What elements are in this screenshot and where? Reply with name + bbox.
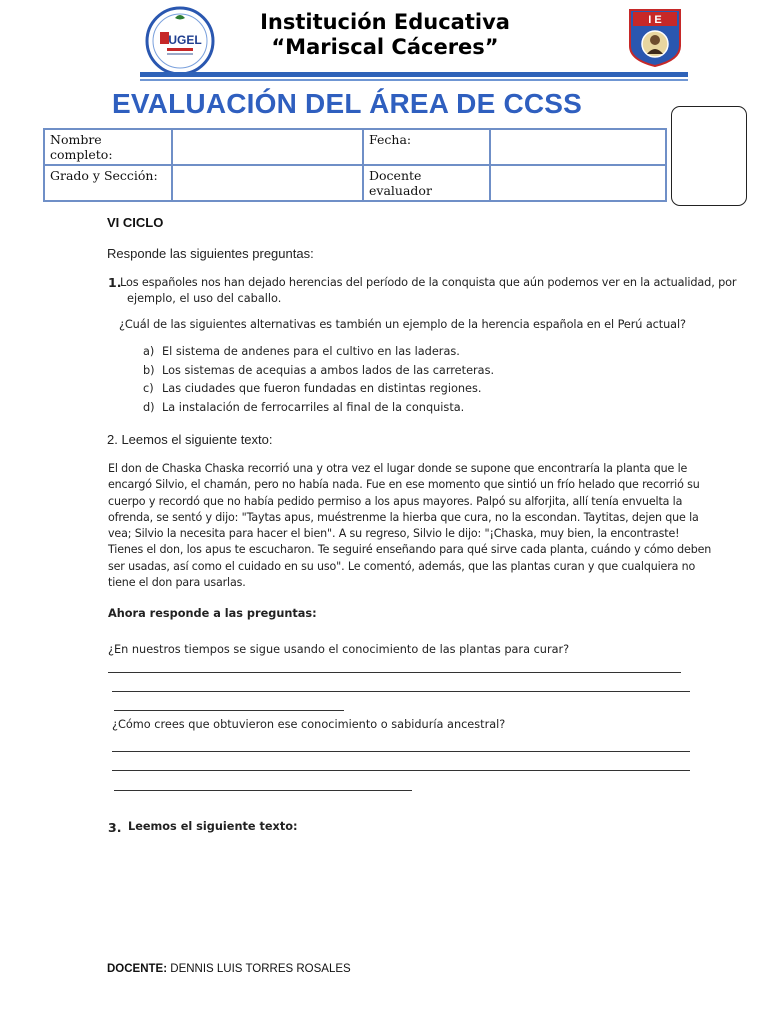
header-rule-thin bbox=[140, 79, 688, 81]
q1-text-line2: ejemplo, el uso del caballo. bbox=[127, 292, 282, 305]
student-info-table bbox=[43, 128, 667, 202]
q2-question-a: ¿En nuestros tiempos se sigue usando el conocimiento de las plantas para curar? bbox=[108, 643, 570, 656]
ciclo-heading: VI CICLO bbox=[107, 215, 164, 230]
q2-heading: 2. Leemos el siguiente texto: bbox=[107, 432, 273, 447]
nombre-label: Nombre completo: bbox=[44, 129, 172, 165]
q1-number: 1. bbox=[108, 275, 122, 290]
passage-line: cuerpo y recordó que no había pedido permiso a los apus mayores. Palpó su alforjita, allí tenía envuelta la bbox=[108, 494, 683, 508]
footer-label: DOCENTE: bbox=[107, 963, 168, 975]
school-shield-logo bbox=[627, 8, 683, 68]
institution-line-2: “Mariscal Cáceres” bbox=[271, 35, 499, 59]
answer-line[interactable] bbox=[112, 751, 690, 752]
passage-line: El don de Chaska Chaska recorrió una y otra vez el lugar donde se supone que encontraría la planta que le bbox=[108, 462, 688, 475]
passage-line: encargó Silvio, el chamán, pero no había nada. Fue en ese momento que sintió un frío helado que recorrió su bbox=[108, 478, 700, 492]
q2-question-b: ¿Cómo crees que obtuvieron ese conocimiento o sabiduría ancestral? bbox=[112, 718, 506, 731]
passage-line: vea; Silvio la necesita para hacer el bien". A su regreso, Silvio le dijo: "¡Chaska, muy bien, la encontraste! bbox=[108, 527, 680, 541]
option-c-letter: c) bbox=[143, 382, 154, 395]
answer-line[interactable] bbox=[114, 790, 412, 791]
header-rule-thick bbox=[140, 72, 688, 77]
q1-question: ¿Cuál de las siguientes alternativas es también un ejemplo de la herencia española en el Perú actual? bbox=[119, 318, 686, 331]
nombre-field[interactable] bbox=[172, 129, 363, 165]
answer-line[interactable] bbox=[108, 672, 681, 673]
page-title: EVALUACIÓN DEL ÁREA DE CCSS bbox=[112, 88, 583, 119]
option-c-text: Las ciudades que fueron fundadas en distintas regiones. bbox=[162, 382, 482, 395]
passage-line: tiene el don para usarlas. bbox=[108, 576, 246, 590]
option-a-letter: a) bbox=[143, 345, 155, 358]
grado-field[interactable] bbox=[172, 165, 363, 201]
q1-text-line1: Los españoles nos han dejado herencias del período de la conquista que aún podemos ver en la actualidad, por bbox=[120, 276, 737, 289]
institution-line-1: Institución Educativa bbox=[260, 10, 510, 34]
photo-box bbox=[671, 106, 747, 206]
option-d-text: La instalación de ferrocarriles al final de la conquista. bbox=[162, 401, 465, 414]
fecha-label: Fecha: bbox=[363, 129, 490, 165]
q2-prompt: Ahora responde a las preguntas: bbox=[108, 607, 317, 620]
institution-name bbox=[220, 10, 550, 60]
option-b-letter: b) bbox=[143, 364, 155, 377]
passage-line: ofrenda, se sentó y dijo: "Taytas apus, muéstrenme la hierba que cura, no la escondan. Taytitas, dejen que la bbox=[108, 510, 699, 524]
ugel-logo bbox=[145, 6, 215, 76]
instruction: Responde las siguientes preguntas: bbox=[107, 246, 314, 261]
option-a-text: El sistema de andenes para el cultivo en las laderas. bbox=[162, 345, 460, 358]
q3-number: 3. bbox=[108, 820, 122, 835]
option-d-letter: d) bbox=[143, 401, 155, 414]
passage-line: Tienes el don, los apus te escucharon. Te seguiré enseñando para qué sirve cada planta, cuándo y cómo deben bbox=[108, 543, 712, 557]
fecha-field[interactable] bbox=[490, 129, 666, 165]
shield-text: I E bbox=[648, 14, 662, 26]
grado-label: Grado y Sección: bbox=[44, 165, 172, 201]
answer-line[interactable] bbox=[112, 770, 690, 771]
answer-line[interactable] bbox=[114, 710, 344, 711]
answer-line[interactable] bbox=[112, 691, 690, 692]
docente-label: Docente evaluador bbox=[363, 165, 490, 201]
passage-line: ser usadas, así como el cuidado en su uso". Le comentó, además, que las plantas curan y que cualquiera no bbox=[108, 559, 696, 573]
docente-field[interactable] bbox=[490, 165, 666, 201]
ugel-logo-text: UGEL bbox=[168, 33, 202, 47]
footer-docente bbox=[107, 963, 351, 975]
q2-passage bbox=[108, 461, 712, 591]
q3-heading: Leemos el siguiente texto: bbox=[128, 820, 298, 833]
footer-name: DENNIS LUIS TORRES ROSALES bbox=[167, 963, 351, 975]
option-b-text: Los sistemas de acequias a ambos lados de las carreteras. bbox=[162, 364, 495, 377]
